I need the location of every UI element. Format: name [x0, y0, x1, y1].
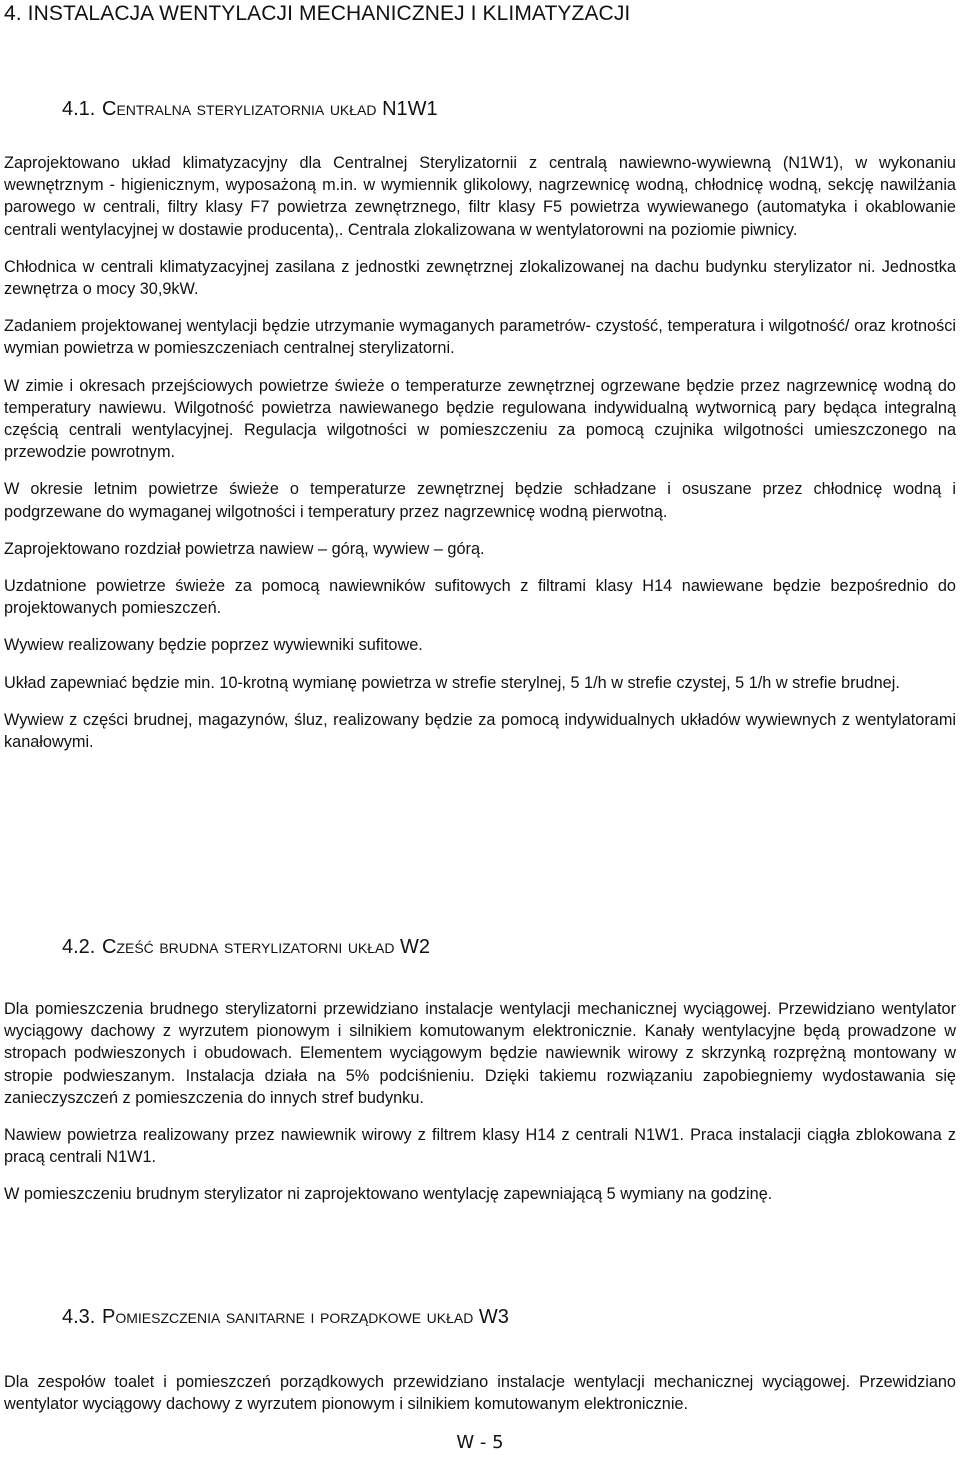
section-heading-4-3: [62, 1306, 509, 1329]
section-title: Pomieszczenia sanitarne i porządkowe układ W3: [102, 1306, 509, 1328]
paragraph: Zadaniem projektowanej wentylacji będzie utrzymanie wymaganych parametrów- czystość, temperatura i wilgotność/ oraz krotności wymian powietrza w pomieszczeniach centralnej sterylizatorni.: [4, 317, 956, 358]
paragraph: Uzdatnione powietrze świeże za pomocą nawiewników sufitowych z filtrami klasy H14 nawiewane będzie bezpośrednio do projektowanych pomieszczeń.: [4, 577, 956, 618]
paragraph: Zaprojektowano rozdział powietrza nawiew – górą, wywiew – górą.: [4, 539, 485, 558]
paragraph: Układ zapewniać będzie min. 10-krotną wymianę powietrza w strefie sterylnej, 5 1/h w strefie czystej, 5 1/h w strefie brudnej.: [4, 673, 900, 692]
section-body-4-1: [4, 152, 956, 768]
paragraph: W pomieszczeniu brudnym sterylizator ni zaprojektowano wentylację zapewniającą 5 wymiany na godzinę.: [4, 1185, 773, 1204]
chapter-title: 4. INSTALACJA WENTYLACJI MECHANICZNEJ I KLIMATYZACJI: [4, 2, 631, 25]
paragraph: Wywiew realizowany będzie poprzez wywiewniki sufitowe.: [4, 636, 423, 655]
section-body-4-3: [4, 1371, 956, 1430]
paragraph: W okresie letnim powietrze świeże o temperaturze zewnętrznej będzie schładzane i osuszane przez chłodnicę wodną i podgrzewane do wymaganej wilgotności i temperatury przez nagrzewnicę wodną pierwotną.: [4, 480, 956, 521]
paragraph: Nawiew powietrza realizowany przez nawiewnik wirowy z filtrem klasy H14 z centrali N1W1. Praca instalacji ciągła zblokowana z pracą centrali N1W1.: [4, 1126, 956, 1167]
section-body-4-2: [4, 998, 956, 1221]
paragraph: Dla zespołów toalet i pomieszczeń porządkowych przewidziano instalacje wentylacji mechanicznej wyciągowej. Przewidziano wentylator wyciągowy dachowy z wyrzutem pionowym i silnikiem komutowanym elektronicznie.: [4, 1373, 956, 1414]
paragraph: Chłodnica w centrali klimatyzacyjnej zasilana z jednostki zewnętrznej zlokalizowanej na dachu budynku sterylizator ni. Jednostka zewnętrza o mocy 30,9kW.: [4, 257, 956, 299]
paragraph: Wywiew z części brudnej, magazynów, śluz, realizowany będzie za pomocą indywidualnych układów wywiewnych z wentylatorami kanałowymi.: [4, 710, 956, 752]
section-title: Cześć brudna sterylizatorni układ W2: [102, 936, 431, 958]
section-number: 4.1.: [62, 98, 96, 120]
paragraph: Zaprojektowano układ klimatyzacyjny dla Centralnej Sterylizatornii z centralą nawiewno-wywiewną (N1W1), w wykonaniu wewnętrznym - higienicznym, wyposażoną m.in. w wymiennik glikolowy, nagrzewnicę wodną, chłodnicę wodną, sekcję nawilżania parowego w centrali, filtry klasy F7 powietrza zewnętrznego, filtr klasy F5 powietrza wywiewanego (automatyka i okablowanie centrali wentylacyjnej w dostawie producenta),. Centrala zlokalizowana w wentylatorowni na poziomie piwnicy.: [4, 154, 956, 239]
paragraph: Dla pomieszczenia brudnego sterylizatorni przewidziano instalacje wentylacji mechanicznej wyciągowej. Przewidziano wentylator wyciągowy dachowy z wyrzutem pionowym i silnikiem komutowanym elektronicznie. Kanały wentylacyjne będą prowadzone w stropach podwieszonych i obudowach. Elementem wyciągowym będzie nawiewnik wirowy z skrzynką rozprężną montowany w stropie podwieszanym. Instalacja działa na 5% podciśnieniu. Dzięki takiemu rozwiązaniu zapobiegniemy wydostawania się zanieczyszczeń z pomieszczenia do innych stref budynku.: [4, 1000, 956, 1107]
section-number: 4.3.: [62, 1306, 96, 1328]
paragraph: W zimie i okresach przejściowych powietrze świeże o temperaturze zewnętrznej ogrzewane będzie przez nagrzewnicę wodną do temperatury nawiewu. Wilgotność powietrza nawiewanego będzie regulowana indywidualną wytwornicą pary będąca integralną częścią centrali wentylacyjnej. Regulacja wilgotności w pomieszczeniu za pomocą czujnika wilgotności umieszczonego na przewodzie powrotnym.: [4, 376, 956, 462]
section-heading-4-2: [62, 936, 430, 959]
section-number: 4.2.: [62, 936, 96, 958]
section-title: Centralna sterylizatornia układ N1W1: [102, 98, 438, 120]
section-heading-4-1: [62, 98, 438, 121]
page-number: W - 5: [456, 1432, 504, 1453]
